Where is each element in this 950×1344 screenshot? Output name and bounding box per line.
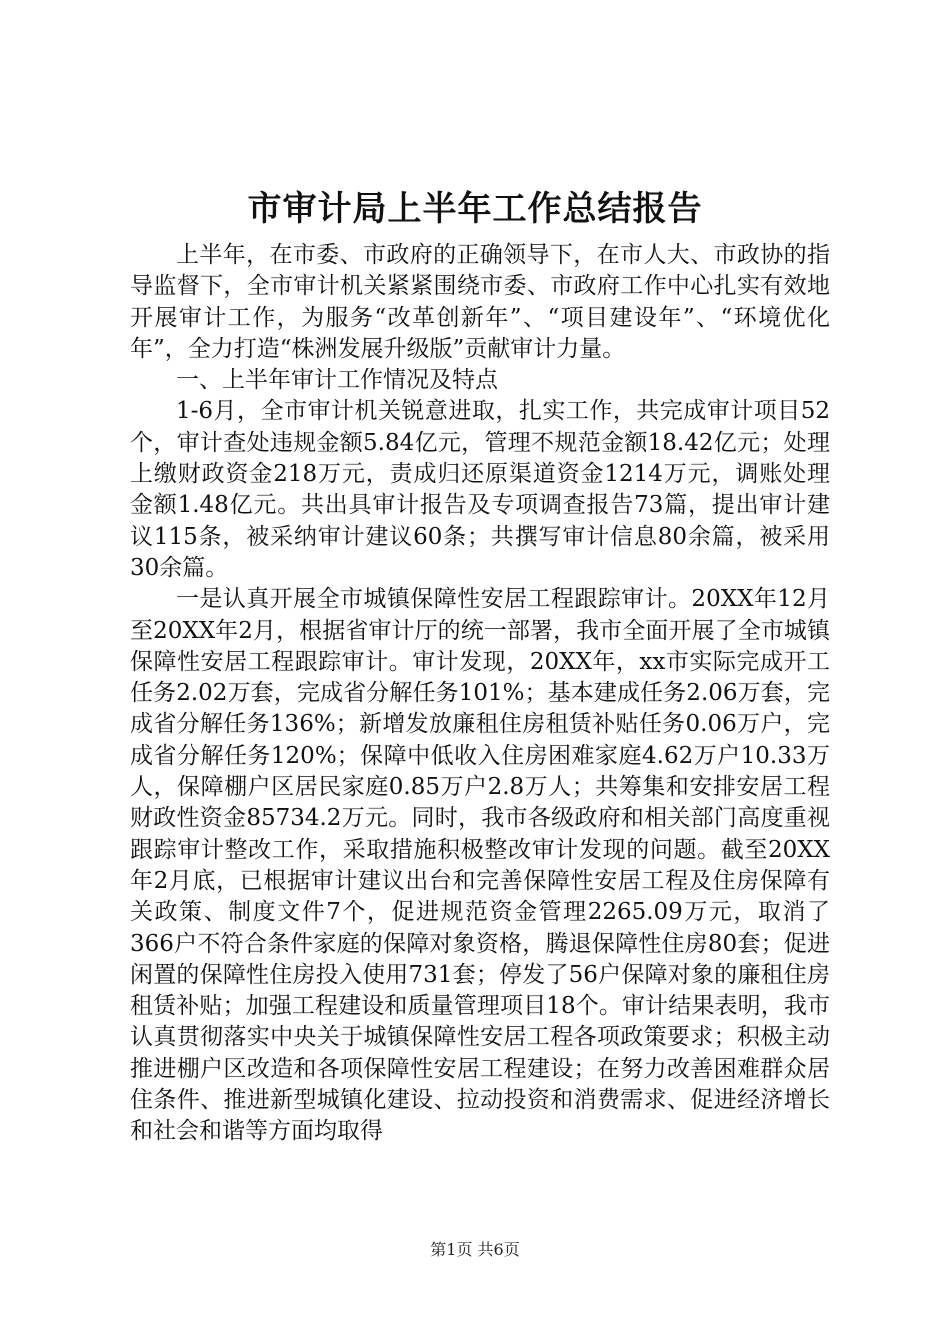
paragraph-intro: 上半年，在市委、市政府的正确领导下，在市人大、市政协的指导监督下，全市审计机关紧紧围绕市委、市政府工作中心扎实有效地开展审计工作，为服务“改革创新年”、“项目建设年”、“环境优化年”，全力打造“株洲发展升级版”贡献审计力量。: [130, 242, 830, 362]
document-title: 市审计局上半年工作总结报告: [247, 189, 703, 229]
paragraph-housing-audit: 一是认真开展全市城镇保障性安居工程跟踪审计。20XX年12月至20XX年2月，根据省审计厅的统一部署，我市全面开展了全市城镇保障性安居工程跟踪审计。审计发现，20XX年，xx市实际完成开工任务2.02万套，完成省分解任务101%；基本建成任务2.06万套，完成省分解任务136%；新增发放廉租住房租赁补贴任务0.06万户，完成省分解任务120%；保障中低收入住房困难家庭4.62万户10.33万人，保障棚户区居民家庭0.85万户2.8万人；共筹集和安排安居工程财政性资金85734.2万元。同时，我市各级政府和相关部门高度重视跟踪审计整改工作，采取措施积极整改审计发现的问题。截至20XX年2月底，已根据审计建议出台和完善保障性安居工程及住房保障有关政策、制度文件7个，促进规范资金管理2265.09万元，取消了366户不符合条件家庭的保障对象资格，腾退保障性住房80套；促进闲置的保障性住房投入使用731套；停发了56户保障对象的廉租住房租赁补贴；加强工程建设和质量管理项目18个。审计结果表明，我市认真贯彻落实中央关于城镇保障性安居工程各项政策要求；积极主动推进棚户区改造和各项保障性安居工程建设；在努力改善困难群众居住条件、推进新型城镇化建设、拉动投资和消费需求、促进经济增长和社会和谐等方面均取得: [130, 586, 830, 1145]
section-heading: 一、上半年审计工作情况及特点: [176, 367, 498, 394]
document-body: [130, 240, 830, 1148]
page-number: 第1页 共6页: [430, 1240, 520, 1259]
paragraph-summary: 1-6月，全市审计机关锐意进取，扎实工作，共完成审计项目52个，审计查处违规金额5.84亿元，管理不规范金额18.42亿元；处理上缴财政资金218万元，责成归还原渠道资金1214万元，调账处理金额1.48亿元。共出具审计报告及专项调查报告73篇，提出审计建议115条，被采纳审计建议60条；共撰写审计信息80余篇，被采用30余篇。: [130, 398, 830, 581]
